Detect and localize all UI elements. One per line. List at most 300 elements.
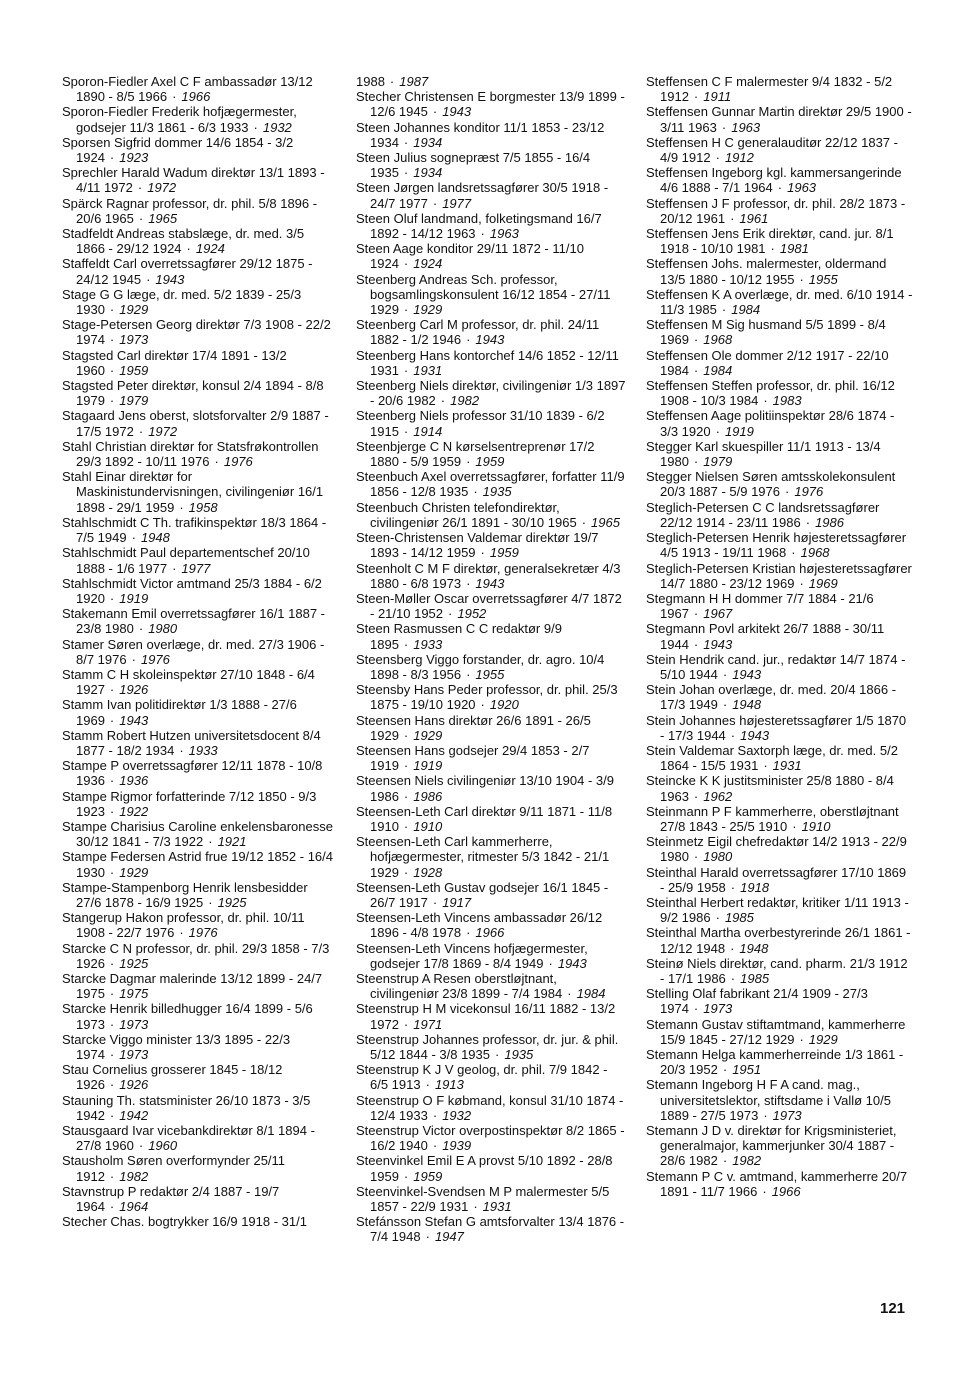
entry-text: Steffensen Jens Erik direktør, cand. jur. 8/1 1918 - 10/10 1981	[646, 226, 894, 257]
entry-text: Steenvinkel-Svendsen M P malermester 5/5 1857 - 22/9 1931	[356, 1183, 610, 1215]
entry-text: Steenstrup O F købmand, konsul 31/10 1874 - 12/4 1933	[356, 1092, 624, 1123]
entry-year: 1972	[147, 180, 177, 196]
entry-text: Starcke C N professor, dr. phil. 29/3 1858 - 7/3 1926	[62, 940, 330, 971]
entry-text: Steensen-Leth Vincens hofjægermester, godsejer 17/8 1869 - 8/4 1949	[356, 940, 588, 971]
register-entry	[62, 378, 334, 408]
register-entry	[62, 439, 334, 469]
register-entry	[356, 561, 626, 591]
entry-year: 1966	[771, 1183, 801, 1199]
entry-year: 1931	[482, 1199, 512, 1215]
entry-year: 1986	[413, 788, 443, 804]
entry-text: Steenberg Hans kontorchef 14/6 1852 - 12/11 1931	[356, 347, 619, 378]
entry-year: 1972	[148, 423, 178, 439]
entry-year: 1936	[119, 773, 149, 789]
register-entry	[646, 1123, 914, 1169]
separator-dot: ·	[138, 1138, 144, 1154]
entry-year: 1975	[119, 986, 149, 1002]
separator-dot: ·	[466, 666, 471, 682]
entry-year: 1928	[413, 864, 443, 880]
entry-text: Stakemann Emil overretssagfører 16/1 1887 - 23/8 1980	[62, 606, 326, 637]
entry-text: Steen Julius sognepræst 7/5 1855 - 16/4 1935	[356, 150, 591, 181]
entry-text: Steinø Niels direktør, cand. pharm. 21/3 1912 - 17/1 1986	[646, 955, 908, 986]
entry-text: Stagaard Jens oberst, slotsforvalter 2/9 1887 - 17/5 1972	[62, 408, 329, 439]
entry-year: 1943	[155, 271, 185, 287]
register-entry	[356, 971, 626, 1001]
register-entry	[646, 196, 914, 226]
entry-year: 1982	[450, 393, 480, 409]
separator-dot: ·	[137, 180, 143, 196]
register-entry	[62, 971, 334, 1001]
entry-text: Stemann P C v. amtmand, kammerherre 20/7 1891 - 11/7 1966	[646, 1168, 908, 1199]
register-entry	[62, 941, 334, 971]
separator-dot: ·	[693, 89, 699, 105]
entry-year: 1960	[148, 1138, 178, 1154]
entry-year: 1933	[413, 636, 443, 652]
entry-text: Steinthal Herbert redaktør, kritiker 1/11 1913 - 9/2 1986	[646, 894, 909, 926]
separator-dot: ·	[440, 393, 446, 409]
entry-year: 1979	[703, 454, 733, 470]
register-entry	[646, 104, 914, 134]
register-entry	[646, 74, 914, 104]
entry-year: 1952	[457, 606, 487, 622]
register-entry	[62, 576, 334, 606]
entry-text: Steenholt C M F direktør, generalsekretær 4/3 1880 - 6/8 1973	[356, 560, 621, 591]
entry-year: 1925	[217, 894, 247, 910]
entry-text: Stampe Charisius Caroline enkelensbaronesse 30/12 1841 - 7/3 1922	[62, 818, 333, 850]
entry-text: Sporsen Sigfrid dommer 14/6 1854 - 3/2 1924	[62, 134, 294, 166]
register-entry	[356, 408, 626, 438]
entry-text: Steensen Hans direktør 26/6 1891 - 26/5 1929	[356, 712, 591, 743]
entry-text: Stausholm Søren overformynder 25/11 1912	[62, 1153, 286, 1184]
entry-text: Steenstrup H M vicekonsul 16/11 1882 - 13/2 1972	[356, 1001, 616, 1032]
separator-dot: ·	[785, 484, 790, 500]
entry-text: Steinthal Harald overretssagfører 17/10 1869 - 25/9 1958	[646, 864, 907, 895]
entry-year: 1963	[787, 180, 817, 196]
entry-text: Stemann J D v. direktør for Krigsministeriet, generalmajor, kammerjunker 30/4 1887 - 28/6 1982	[646, 1123, 897, 1169]
entry-year: 1973	[119, 1047, 149, 1062]
separator-dot: ·	[208, 834, 213, 850]
entry-year: 1947	[434, 1229, 464, 1245]
register-entry	[356, 241, 626, 271]
register-entry	[646, 348, 914, 378]
register-entry	[646, 591, 914, 621]
separator-dot: ·	[403, 1016, 409, 1032]
register-entry	[646, 1017, 914, 1047]
entry-text: Steffensen J F professor, dr. phil. 28/2 1873 - 20/12 1961	[646, 195, 906, 226]
separator-dot: ·	[403, 302, 409, 318]
register-entry	[356, 211, 626, 241]
separator-dot: ·	[403, 362, 409, 378]
separator-dot: ·	[473, 1199, 478, 1215]
register-entry	[356, 834, 626, 880]
register-entry	[646, 561, 914, 591]
entry-text: Stein Johannes højesteretssagfører 1/5 1870 - 17/3 1944	[646, 712, 907, 743]
entry-year: 1981	[779, 241, 809, 257]
separator-dot: ·	[403, 758, 409, 774]
entry-text: Spärck Ragnar professor, dr. phil. 5/8 1896 - 20/6 1965	[62, 195, 318, 226]
register-entry	[646, 713, 914, 743]
register-entry	[356, 773, 626, 803]
entry-year: 1968	[703, 332, 733, 348]
entry-year: 1982	[119, 1168, 149, 1184]
entry-year: 1964	[119, 1199, 149, 1215]
separator-dot: ·	[179, 925, 184, 941]
separator-dot: ·	[403, 727, 409, 743]
register-entry	[62, 408, 334, 438]
register-entry	[62, 287, 334, 317]
separator-dot: ·	[109, 712, 115, 728]
register-entry	[646, 956, 914, 986]
separator-dot: ·	[730, 970, 736, 986]
entry-text: Steen Aage konditor 29/11 1872 - 11/10 1924	[356, 241, 584, 272]
entry-text: Stau Cornelius grosserer 1845 - 18/12 1926	[62, 1062, 283, 1093]
register-entry	[356, 469, 626, 499]
entry-text: Steinmetz Eigil chefredaktør 14/2 1913 - 22/9 1980	[646, 834, 907, 865]
entry-text: Stefánsson Stefan G amtsforvalter 13/4 1876 - 7/4 1948	[356, 1214, 625, 1245]
entry-year: 1984	[576, 986, 606, 1002]
entry-text: Stecher Christensen E borgmester 13/9 1899 - 12/6 1945	[356, 89, 625, 120]
separator-dot: ·	[762, 1183, 767, 1199]
entry-year: 1935	[504, 1047, 534, 1062]
entry-text: Stausgaard Ivar vicebankdirektør 8/1 1894 - 27/8 1960	[62, 1123, 315, 1154]
entry-text: Steenberg Niels professor 31/10 1839 - 6/2 1915	[356, 408, 605, 439]
entry-text: 1988	[356, 74, 385, 89]
separator-dot: ·	[730, 210, 735, 226]
entry-text: Stein Johan overlæge, dr. med. 20/4 1866 - 17/3 1949	[646, 682, 897, 713]
separator-dot: ·	[432, 104, 438, 120]
entry-year: 1943	[119, 712, 149, 728]
entry-text: Steen Oluf landmand, folketingsmand 16/7 1892 - 14/12 1963	[356, 210, 602, 242]
separator-dot: ·	[172, 89, 177, 105]
separator-dot: ·	[403, 256, 409, 272]
entry-year: 1926	[119, 1077, 149, 1093]
entry-year: 1976	[188, 925, 218, 941]
entry-year: 1982	[732, 1153, 762, 1169]
register-entry	[646, 469, 914, 499]
entry-text: Stamm Ivan politidirektør 1/3 1888 - 27/6 1969	[62, 697, 297, 728]
entry-year: 1980	[148, 621, 178, 637]
entry-text: Steensby Hans Peder professor, dr. phil. 25/3 1875 - 19/10 1920	[356, 682, 618, 713]
entry-text: Starcke Henrik billedhugger 16/4 1899 - 5/6 1973	[62, 1001, 313, 1032]
register-entry	[356, 180, 626, 210]
register-entry	[62, 165, 334, 195]
entry-text: Stampe Rigmor forfatterinde 7/12 1850 - 9/3 1923	[62, 788, 317, 819]
entry-year: 1965	[148, 210, 178, 226]
entry-year: 1935	[482, 484, 512, 500]
separator-dot: ·	[389, 74, 395, 89]
entry-text: Stagsted Carl direktør 17/4 1891 - 13/2 1960	[62, 347, 287, 378]
separator-dot: ·	[466, 332, 471, 348]
separator-dot: ·	[109, 1199, 115, 1215]
entry-text: Sporon-Fiedler Axel C F ambassadør 13/12 1890 - 8/5 1966	[62, 74, 313, 105]
entry-text: Steenstrup K J V geolog, dr. phil. 7/9 1842 - 6/5 1913	[356, 1062, 608, 1093]
register-entry	[356, 910, 626, 940]
register-entry	[356, 591, 626, 621]
register-entry	[646, 986, 914, 1016]
entry-text: Steenberg Andreas Sch. professor, bogsamlingskonsulent 16/12 1854 - 27/11 1929	[356, 271, 611, 318]
separator-dot: ·	[480, 697, 485, 713]
register-entry	[62, 667, 334, 697]
entry-year: 1968	[800, 545, 830, 561]
register-entry	[646, 621, 914, 651]
entry-text: Stamm Robert Hutzen universitetsdocent 8/4 1877 - 18/2 1934	[62, 727, 321, 758]
register-entry	[356, 941, 626, 971]
separator-dot: ·	[480, 226, 485, 242]
separator-dot: ·	[693, 606, 699, 622]
register-entry	[646, 530, 914, 560]
separator-dot: ·	[432, 1107, 438, 1123]
entry-text: Steenbuch Christen telefondirektør, civilingeniør 26/1 1891 - 30/10 1965	[356, 499, 577, 530]
separator-dot: ·	[722, 666, 728, 682]
separator-dot: ·	[715, 910, 720, 926]
separator-dot: ·	[693, 788, 699, 804]
entry-text: Steensen Niels civilingeniør 13/10 1904 - 3/9 1986	[356, 773, 614, 804]
separator-dot: ·	[763, 393, 768, 409]
entry-year: 1977	[181, 560, 211, 576]
entry-year: 1943	[740, 727, 770, 743]
entry-text: Stecher Chas. bogtrykker 16/9 1918 - 31/1	[62, 1214, 307, 1230]
entry-text: Steenberg Carl M professor, dr. phil. 24/11 1882 - 1/2 1946	[356, 317, 600, 348]
register-entry	[646, 287, 914, 317]
separator-dot: ·	[109, 1016, 115, 1032]
entry-year: 1963	[489, 226, 519, 242]
entry-text: Steenberg Niels direktør, civilingeniør 1/3 1897 - 20/6 1982	[356, 378, 626, 409]
register-entry	[356, 150, 626, 180]
separator-dot: ·	[693, 454, 699, 470]
entry-text: Starcke Viggo minister 13/3 1895 - 22/3 1974	[62, 1031, 291, 1062]
entry-year: 1910	[413, 818, 443, 834]
entry-year: 1987	[399, 74, 429, 89]
separator-dot: ·	[466, 454, 471, 470]
register-entry	[646, 500, 914, 530]
register-entry	[62, 1093, 334, 1123]
register-entry	[62, 1214, 334, 1229]
separator-dot: ·	[770, 241, 775, 257]
register-entry	[62, 606, 334, 636]
separator-dot: ·	[109, 1077, 115, 1093]
register-entry	[62, 789, 334, 819]
entry-text: Steinmann P F kammerherre, oberstløjtnant 27/8 1843 - 25/5 1910	[646, 803, 899, 834]
entry-year: 1914	[413, 423, 443, 439]
register-entry	[646, 834, 914, 864]
separator-dot: ·	[722, 1062, 728, 1078]
register-entry	[646, 408, 914, 438]
entry-year: 1923	[119, 150, 149, 166]
register-entry	[646, 317, 914, 347]
separator-dot: ·	[109, 302, 115, 318]
register-entry	[356, 439, 626, 469]
register-entry	[646, 743, 914, 773]
entry-year: 1951	[732, 1062, 762, 1078]
separator-dot: ·	[730, 727, 736, 743]
register-entry	[356, 682, 626, 712]
separator-dot: ·	[109, 332, 115, 348]
separator-dot: ·	[109, 955, 115, 971]
entry-text: Stage-Petersen Georg direktør 7/3 1908 - 22/2 1974	[62, 317, 331, 348]
entry-year: 1943	[475, 575, 505, 591]
entry-year: 1966	[475, 925, 505, 941]
separator-dot: ·	[403, 636, 409, 652]
separator-dot: ·	[403, 818, 409, 834]
entry-year: 1925	[119, 955, 149, 971]
separator-dot: ·	[473, 484, 478, 500]
register-entry	[356, 74, 626, 89]
entry-year: 1983	[772, 393, 802, 409]
entry-text: Steffensen Aage politiinspektør 28/6 1874 - 3/3 1920	[646, 408, 895, 439]
register-entry	[62, 256, 334, 286]
entry-year: 1979	[119, 393, 149, 409]
register-entry	[646, 439, 914, 469]
register-entry	[62, 849, 334, 879]
entry-text: Steinthal Martha overbestyrerinde 26/1 1861 - 12/12 1948	[646, 925, 911, 956]
separator-dot: ·	[730, 940, 735, 956]
entry-year: 1943	[557, 955, 587, 971]
separator-dot: ·	[109, 682, 115, 698]
register-entry	[62, 545, 334, 575]
entry-year: 1929	[413, 302, 443, 318]
separator-dot: ·	[172, 560, 177, 576]
register-entry	[62, 697, 334, 727]
register-entry	[646, 1047, 914, 1077]
entry-year: 1933	[188, 742, 218, 758]
entry-text: Steffensen Ole dommer 2/12 1917 - 22/10 1984	[646, 347, 889, 378]
separator-dot: ·	[146, 271, 151, 287]
register-entry	[356, 1184, 626, 1214]
entry-text: Stahlschmidt Paul departementschef 20/10 1888 - 1/6 1977	[62, 545, 310, 576]
register-entry	[356, 743, 626, 773]
register-entry	[356, 348, 626, 378]
entry-year: 1959	[489, 545, 519, 561]
column-1	[62, 74, 334, 1229]
entry-text: Stemann Ingeborg H F A cand. mag., universitetslektor, stiftsdame i Vallø 10/5 1889 - 27/5 1973	[646, 1077, 891, 1123]
separator-dot: ·	[109, 864, 115, 880]
register-entry	[62, 196, 334, 226]
entry-year: 1932	[262, 119, 292, 135]
column-3	[646, 74, 914, 1199]
register-entry	[646, 378, 914, 408]
register-entry	[356, 880, 626, 910]
entry-text: Steen Rasmussen C C redaktør 9/9 1895	[356, 621, 562, 652]
register-entry	[62, 104, 334, 134]
register-entry	[62, 910, 334, 940]
separator-dot: ·	[403, 165, 409, 181]
separator-dot: ·	[403, 788, 409, 804]
entry-year: 1931	[413, 362, 443, 378]
entry-year: 1962	[703, 788, 733, 804]
entry-year: 1917	[442, 894, 472, 910]
register-entry	[356, 1123, 626, 1153]
entry-text: Stampe P overretssagfører 12/11 1878 - 10/8 1936	[62, 758, 323, 789]
separator-dot: ·	[693, 636, 699, 652]
register-entry	[356, 1093, 626, 1123]
separator-dot: ·	[432, 195, 438, 211]
separator-dot: ·	[693, 362, 699, 378]
entry-year: 1959	[475, 454, 505, 470]
entry-text: Stegger Nielsen Søren amtsskolekonsulent 20/3 1887 - 5/9 1976	[646, 469, 896, 500]
entry-year: 1911	[703, 89, 732, 105]
separator-dot: ·	[763, 758, 768, 774]
entry-year: 1961	[739, 210, 769, 226]
separator-dot: ·	[425, 1229, 430, 1245]
separator-dot: ·	[715, 150, 720, 166]
entry-text: Stahlschmidt C Th. trafikinspektør 18/3 1864 - 7/5 1949	[62, 514, 327, 546]
register-entry	[646, 226, 914, 256]
register-entry	[356, 317, 626, 347]
separator-dot: ·	[403, 864, 409, 880]
separator-dot: ·	[791, 545, 796, 561]
entry-text: Stegmann H H dommer 7/7 1884 - 21/6 1967	[646, 590, 874, 622]
entry-text: Steglich-Petersen Henrik højesteretssagfører 4/5 1913 - 19/11 1968	[646, 530, 907, 561]
entry-text: Steenbuch Axel overretssagfører, forfatter 11/9 1856 - 12/8 1935	[356, 469, 625, 500]
entry-year: 1986	[815, 514, 844, 530]
entry-year: 1963	[731, 119, 761, 135]
register-entry	[62, 1001, 334, 1031]
entry-text: Stein Valdemar Saxtorph læge, dr. med. 5/2 1864 - 15/5 1931	[646, 742, 898, 774]
register-entry	[62, 637, 334, 667]
entry-year: 1973	[772, 1107, 802, 1123]
entry-text: Steensen Hans godsejer 29/4 1853 - 2/7 1919	[356, 742, 590, 774]
separator-dot: ·	[186, 241, 191, 257]
entry-year: 1977	[442, 195, 472, 211]
entry-year: 1980	[703, 849, 733, 865]
entry-year: 1973	[119, 332, 149, 348]
entry-text: Stamm C H skoleinspektør 27/10 1848 - 6/4 1927	[62, 666, 315, 698]
register-entry	[646, 865, 914, 895]
separator-dot: ·	[792, 818, 797, 834]
entry-year: 1973	[119, 1016, 149, 1032]
entry-year: 1939	[442, 1138, 472, 1154]
separator-dot: ·	[480, 545, 485, 561]
separator-dot: ·	[131, 530, 136, 546]
register-entry	[62, 348, 334, 378]
entry-year: 1959	[119, 362, 149, 378]
register-entry	[62, 1062, 334, 1092]
entry-year: 1918	[740, 879, 770, 895]
register-entry	[62, 1184, 334, 1214]
separator-dot: ·	[109, 773, 115, 789]
separator-dot: ·	[799, 271, 804, 287]
separator-dot: ·	[730, 879, 736, 895]
register-entry	[62, 226, 334, 256]
separator-dot: ·	[109, 150, 115, 166]
entry-text: Steenbjerge C N kørselsentreprenør 17/2 1880 - 5/9 1959	[356, 438, 595, 470]
register-entry	[356, 1153, 626, 1183]
entry-year: 1913	[434, 1077, 464, 1093]
entry-year: 1919	[119, 590, 149, 606]
entry-text: Steffensen Johs. malermester, oldermand 13/5 1880 - 10/12 1955	[646, 256, 887, 287]
register-entry	[62, 1032, 334, 1062]
entry-text: Stampe Federsen Astrid frue 19/12 1852 - 16/4 1930	[62, 849, 334, 880]
entry-text: Stahl Christian direktør for Statsfrøkontrollen 29/3 1892 - 10/11 1976	[62, 438, 319, 470]
entry-text: Steensen-Leth Carl direktør 9/11 1871 - 11/8 1910	[356, 803, 613, 834]
entry-year: 1912	[724, 150, 754, 166]
separator-dot: ·	[109, 803, 115, 819]
separator-dot: ·	[466, 925, 471, 941]
register-entry	[646, 135, 914, 165]
entry-year: 1920	[489, 697, 519, 713]
page-number: 121	[880, 1300, 906, 1317]
entry-year: 1924	[195, 241, 225, 257]
register-entry	[356, 1214, 626, 1244]
register-entry	[646, 925, 914, 955]
separator-dot: ·	[721, 302, 727, 318]
entry-text: Stadfeldt Andreas stabslæge, dr. med. 3/5 1866 - 29/12 1924	[62, 226, 305, 257]
entry-year: 1967	[703, 606, 733, 622]
entry-year: 1932	[442, 1107, 472, 1123]
separator-dot: ·	[109, 362, 115, 378]
entry-year: 1924	[413, 256, 443, 272]
entry-year: 1976	[794, 484, 824, 500]
